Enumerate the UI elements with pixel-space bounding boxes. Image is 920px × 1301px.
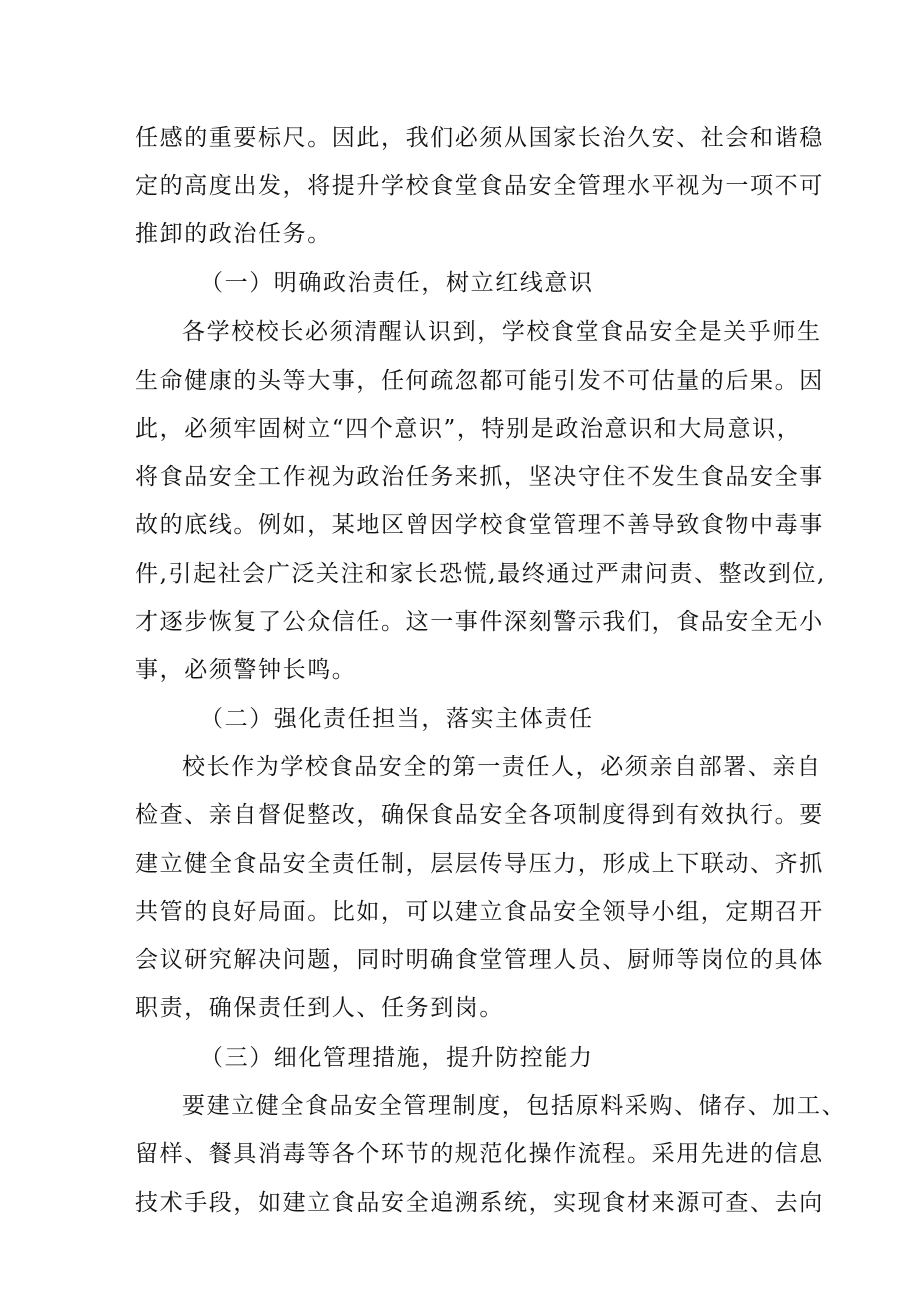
text-line: 才逐步恢复了公众信任。这一事件深刻警示我们，食品安全无小 [135,609,824,635]
text-line: 件,引起社会广泛关注和家长恐慌,最终通过严肃问责、整改到位, [135,561,826,587]
text-line: 留样、餐具消毒等各个环节的规范化操作流程。采用先进的信息 [135,1141,824,1167]
text-line: 职责，确保责任到人、任务到岗。 [135,995,504,1021]
text-line: 将食品安全工作视为政治任务来抓，坚决守住不发生食品安全事 [135,464,824,490]
section-heading-1: （一）明确政治责任，树立红线意识 [200,270,594,296]
text-line: 检查、亲自督促整改，确保食品安全各项制度得到有效执行。要 [135,802,824,828]
text-line: 各学校校长必须清醒认识到，学校食堂食品安全是关乎师生 [182,319,822,345]
text-line: 任感的重要标尺。因此，我们必须从国家长治久安、社会和谐稳 [135,125,824,151]
text-line: 要建立健全食品安全管理制度，包括原料采购、储存、加工、 [182,1093,847,1119]
text-line: 校长作为学校食品安全的第一责任人，必须亲自部署、亲自 [182,754,822,780]
text-line: 故的底线。例如，某地区曾因学校食堂管理不善导致食物中毒事 [135,512,824,538]
text-line: 定的高度出发，将提升学校食堂食品安全管理水平视为一项不可 [135,173,824,199]
text-line: 此，必须牢固树立“四个意识”，特别是政治意识和大局意识， [135,416,802,442]
text-line: 推卸的政治任务。 [135,221,332,247]
section-heading-2: （二）强化责任担当，落实主体责任 [200,706,594,732]
text-line: 事，必须警钟长鸣。 [135,657,357,683]
text-line: 建立健全食品安全责任制，层层传导压力，形成上下联动、齐抓 [135,851,824,877]
text-line: 共管的良好局面。比如，可以建立食品安全领导小组，定期召开 [135,899,824,925]
section-heading-3: （三）细化管理措施，提升防控能力 [200,1045,594,1071]
text-line: 生命健康的头等大事，任何疏忽都可能引发不可估量的后果。因 [135,368,824,394]
text-line: 技术手段，如建立食品安全追溯系统，实现食材来源可查、去向 [135,1190,824,1216]
text-line: 会议研究解决问题，同时明确食堂管理人员、厨师等岗位的具体 [135,947,824,973]
